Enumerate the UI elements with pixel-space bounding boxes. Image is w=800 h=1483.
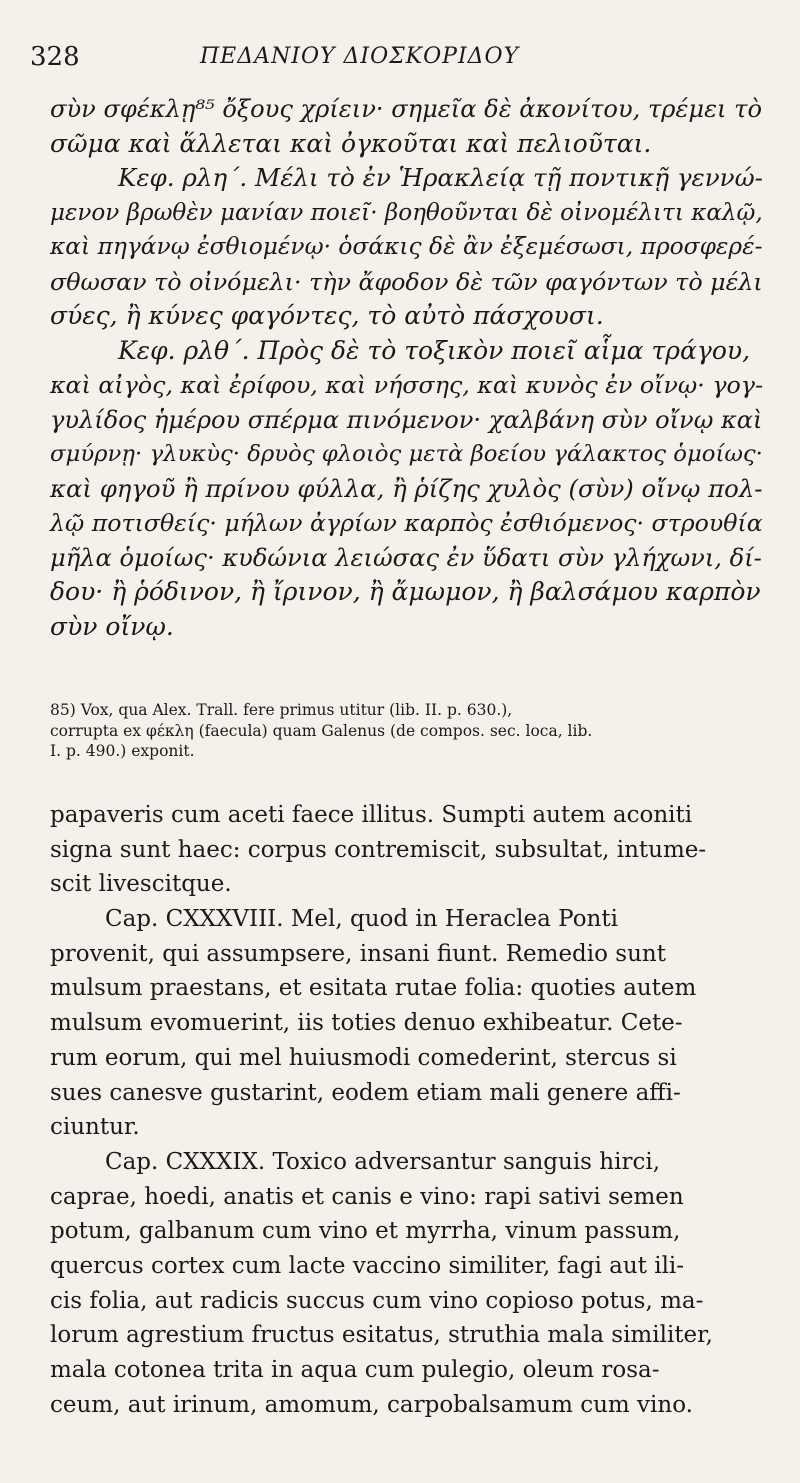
greek-line: σὺν οἴνῳ.	[50, 611, 174, 641]
greek-line: σύες, ἢ κύνες φαγόντες, τὸ αὐτὸ πάσχουσι.	[50, 301, 604, 330]
running-title: ΠΕΔΑΝΙΟΥ ΔΙΟΣΚΟΡΙΔΟΥ	[200, 44, 520, 69]
greek-line: δου· ἢ ῥόδινον, ἢ ἴρινον, ἢ ἄμωμον, ἢ βαλσάμου καρπὸν	[50, 577, 761, 606]
greek-line: καὶ αἰγὸς, καὶ ἐρίφου, καὶ νήσσης, καὶ κυνὸς ἐν οἴνῳ· γογ-	[50, 371, 763, 399]
latin-line: quercus cortex cum lacte vaccino similiter, fagi aut ili-	[50, 1252, 685, 1279]
latin-line: lorum agrestium fructus esitatus, struthia mala similiter,	[50, 1322, 713, 1349]
greek-line: γυλίδος ἡμέρου σπέρμα πινόμενον· χαλβάνη σὺν οἴνῳ καὶ	[50, 405, 763, 434]
greek-line: καὶ φηγοῦ ἢ πρίνου φύλλα, ἢ ῥίζης χυλὸς (σὺν) οἴνῳ πολ-	[50, 473, 763, 503]
latin-line: provenit, qui assumpsere, insani fiunt. Remedio sunt	[50, 940, 666, 967]
greek-line: σμύρνῃ· γλυκὺς· δρυὸς φλοιὸς μετὰ βοείου γάλακτος ὁμοίως·	[50, 441, 763, 467]
latin-line: scit livescitque.	[50, 871, 232, 898]
greek-line: σὺν σφέκλῃ⁸⁵ ὄξους χρίειν· σημεῖα δὲ ἀκονίτου, τρέμει τὸ	[50, 95, 763, 123]
greek-line: μενον βρωθὲν μανίαν ποιεῖ· βοηθοῦνται δὲ οἰνομέλιτι καλῷ,	[50, 199, 763, 226]
footnote-line: corrupta ex φέκλη (faecula) quam Galenus (de compos. sec. loca, lib.	[50, 721, 593, 740]
latin-line: ciuntur.	[50, 1114, 140, 1141]
page-header	[30, 40, 770, 80]
greek-line: μῆλα ὁμοίως· κυδώνια λειώσας ἐν ὕδατι σὺν γλήχωνι, δί-	[50, 543, 762, 572]
footnote-line: I. p. 490.) exponit.	[50, 742, 195, 760]
greek-line: λῷ ποτισθείς· μήλων ἀγρίων καρπὸς ἐσθιόμενος· στρουθία	[50, 509, 763, 537]
greek-line: σῶμα καὶ ἅλλεται καὶ ὀγκοῦται καὶ πελιοῦται.	[50, 128, 652, 158]
latin-line: caprae, hoedi, anatis et canis e vino: rapi sativi semen	[50, 1183, 684, 1210]
footnote-line: 85) Vox, qua Alex. Trall. fere primus utitur (lib. II. p. 630.),	[50, 701, 513, 719]
latin-line: potum, galbanum cum vino et myrrha, vinum passum,	[50, 1218, 681, 1245]
greek-text-block	[50, 92, 770, 644]
latin-line: Cap. CXXXVIII. Mel, quod in Heraclea Ponti	[105, 906, 618, 933]
greek-line: σθωσαν τὸ οἰνόμελι· τὴν ἄφοδον δὲ τῶν φαγόντων τὸ μέλι	[50, 267, 763, 296]
latin-line: cis folia, aut radicis succus cum vino copioso potus, ma-	[50, 1287, 704, 1314]
latin-text-block	[50, 798, 770, 1422]
greek-line: καὶ πηγάνῳ ἐσθιομένῳ· ὁσάκις δὲ ἂν ἐξεμέσωσι, προσφερέ-	[50, 233, 763, 260]
latin-line: sues canesve gustarint, eodem etiam mali genere affi-	[50, 1079, 681, 1106]
latin-line: Cap. CXXXIX. Toxico adversantur sanguis hirci,	[105, 1148, 660, 1175]
latin-line: mulsum praestans, et esitata rutae folia: quoties autem	[50, 975, 697, 1002]
latin-line: papaveris cum aceti faece illitus. Sumpti autem aconiti	[50, 802, 693, 828]
latin-line: rum eorum, qui mel huiusmodi comederint, stercus si	[50, 1044, 677, 1071]
footnote	[50, 700, 770, 762]
page-number: 328	[30, 42, 80, 72]
greek-line: Κεφ. ρλη΄. Μέλι τὸ ἐν Ἡρακλείᾳ τῇ ποντικῇ γεννώ-	[118, 163, 763, 192]
latin-line: signa sunt haec: corpus contremiscit, subsultat, intume-	[50, 836, 707, 863]
latin-line: ceum, aut irinum, amomum, carpobalsamum cum vino.	[50, 1391, 693, 1418]
latin-line: mulsum evomuerint, iis toties denuo exhibeatur. Cete-	[50, 1010, 683, 1037]
latin-line: mala cotonea trita in aqua cum pulegio, oleum rosa-	[50, 1357, 660, 1383]
greek-line: Κεφ. ρλθ΄. Πρὸς δὲ τὸ τοξικὸν ποιεῖ αἷμα τράγου,	[118, 335, 751, 365]
